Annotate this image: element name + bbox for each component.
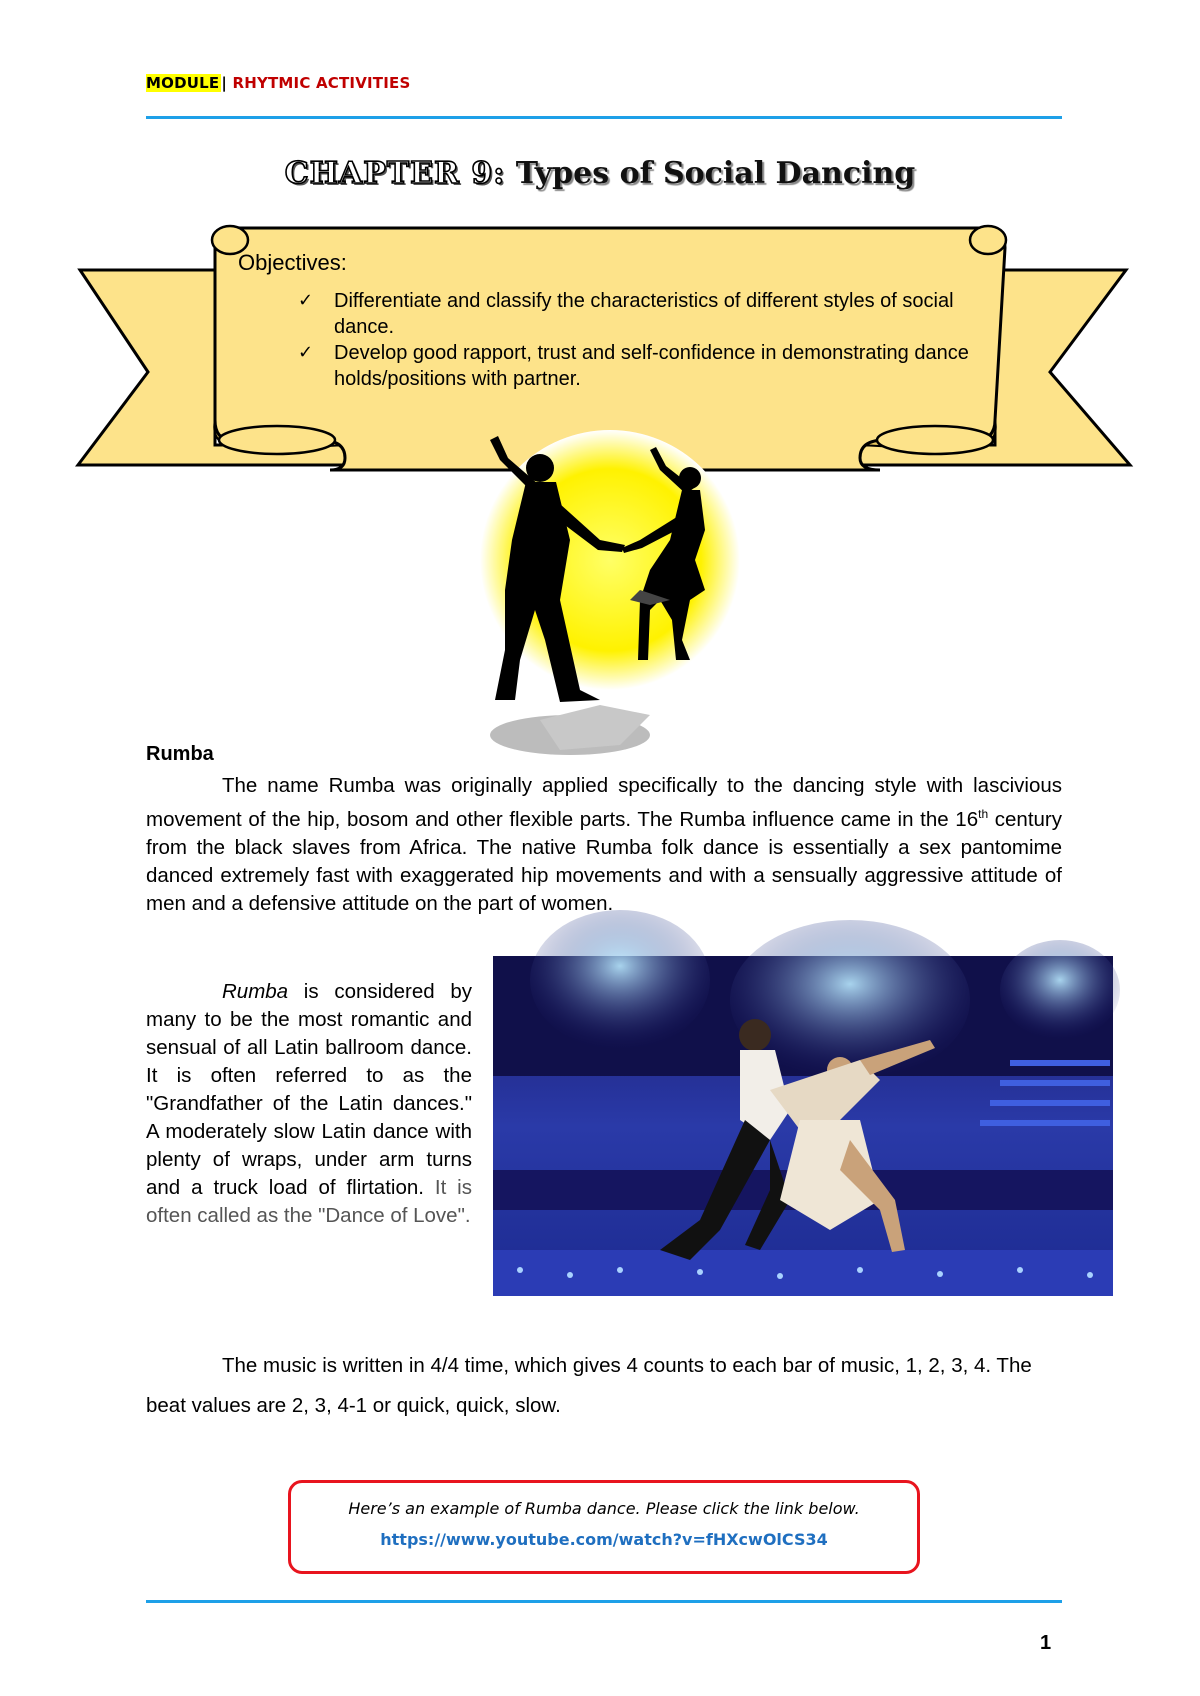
dancers-silhouette-illustration bbox=[480, 430, 740, 755]
superscript-th: th bbox=[978, 807, 989, 821]
objective-item bbox=[298, 288, 978, 340]
objective-item bbox=[298, 340, 978, 392]
rumba-emphasis: Rumba bbox=[222, 980, 289, 1003]
chapter-name: Types of Social Dancing bbox=[505, 156, 916, 191]
rumba-paragraph-1 bbox=[146, 772, 1062, 918]
checkmark-icon: ✓ bbox=[298, 342, 314, 363]
checkmark-icon: ✓ bbox=[298, 290, 314, 311]
objective-text: Differentiate and classify the characteristics of different styles of social dance. bbox=[334, 290, 954, 338]
chapter-number: CHAPTER 9: bbox=[284, 156, 506, 191]
rumba-paragraph-2 bbox=[146, 978, 472, 1230]
page-number: 1 bbox=[1040, 1632, 1052, 1654]
objective-text: Develop good rapport, trust and self-confidence in demonstrating dance holds/positions with partner. bbox=[334, 342, 969, 390]
example-link-box bbox=[288, 1480, 920, 1574]
module-subject: RHYTMIC ACTIVITIES bbox=[227, 74, 411, 92]
rumba-p1-text-a: The name Rumba was originally applied specifically to the dancing style with lascivious movement of the hip, bosom and other flexible parts. The Rumba influence came in the 16 bbox=[146, 774, 1062, 831]
youtube-link[interactable]: https://www.youtube.com/watch?v=fHXcwOlCS34 bbox=[380, 1530, 828, 1549]
header-separator: | bbox=[221, 74, 228, 92]
section-heading: Rumba bbox=[146, 743, 214, 765]
rumba-p2-text-a: is considered by many to be the most romantic and sensual of all Latin ballroom dance. It is often referred to as the "Grandfather of the Latin dances." A moderately slow Latin dance with plenty of wraps, under arm turns and a truck load of flirtation. bbox=[146, 980, 472, 1199]
rumba-dance-photo bbox=[493, 910, 1120, 1296]
rumba-paragraph-3: The music is written in 4/4 time, which gives 4 counts to each bar of music, 1, 2, 3, 4. The beat values are 2, 3, 4-1 or quick, quick, slow. bbox=[146, 1354, 1032, 1417]
rumba-p1-text-b: century from the black slaves from Africa. The native Rumba folk dance is essentially a sex pantomime danced extremely fast with exaggerated hip movements and with a sensually aggressive attitude of men and a defensive attitude on the part of women. bbox=[146, 807, 1062, 915]
module-label: MODULE bbox=[146, 74, 220, 92]
objectives-section bbox=[238, 250, 978, 392]
rumba-p2-text-b: It is often called as the "Dance of Love". bbox=[146, 1176, 472, 1227]
link-intro-text: Here’s an example of Rumba dance. Please click the link below. bbox=[348, 1499, 860, 1518]
footer-rule bbox=[146, 1600, 1062, 1603]
objectives-heading: Objectives: bbox=[238, 250, 347, 275]
